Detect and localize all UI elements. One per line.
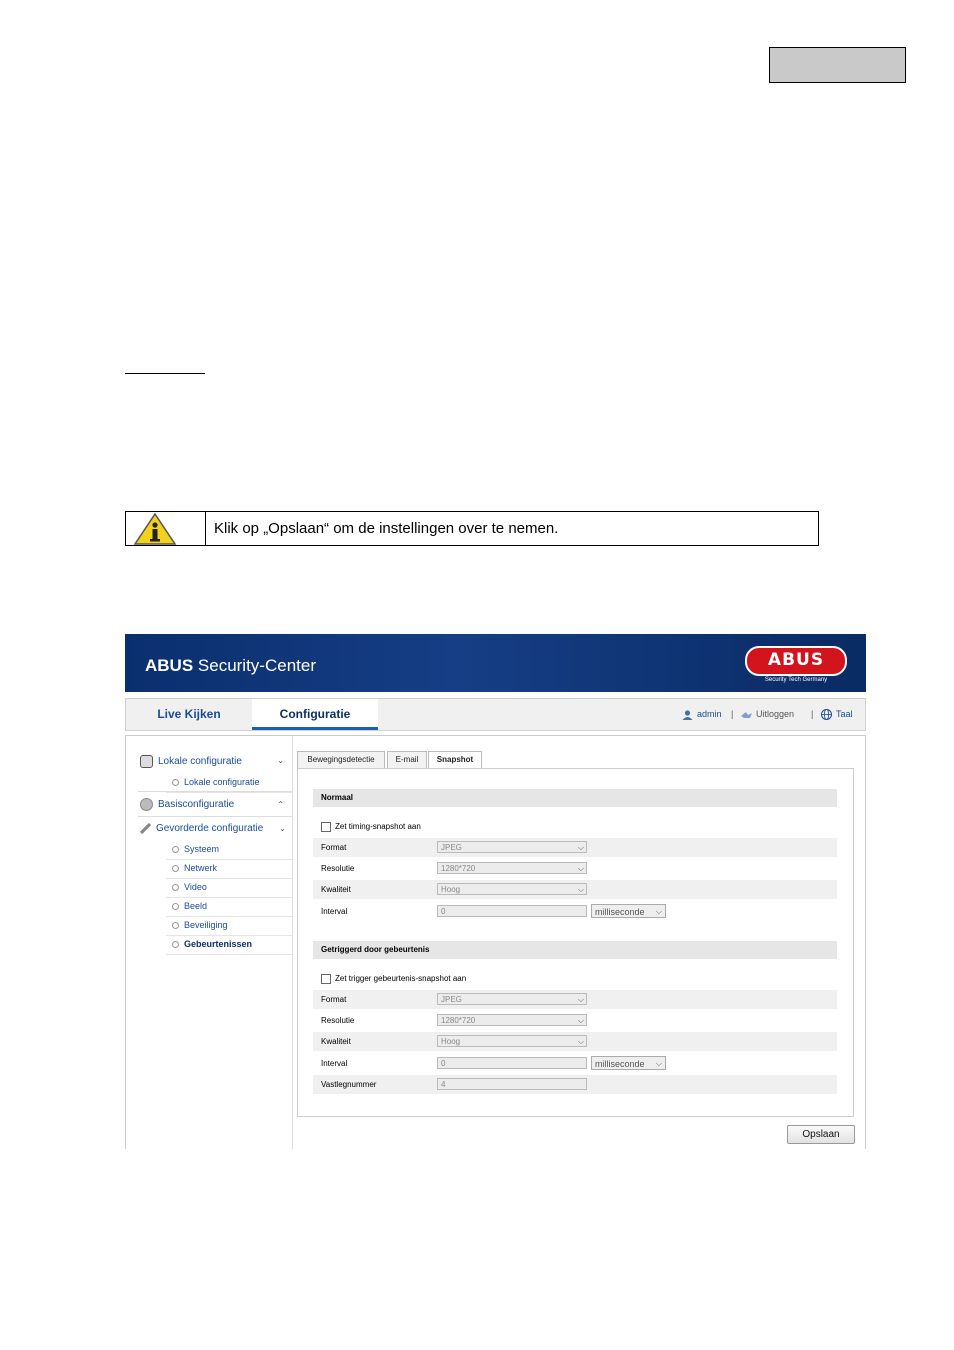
row-quality <box>313 1032 837 1051</box>
section-heading-triggered: Getriggerd door gebeurtenis <box>313 941 837 959</box>
bullet-icon <box>172 884 179 891</box>
info-note <box>125 511 819 546</box>
snapshot-panel <box>297 768 854 1117</box>
logout-icon <box>741 710 752 720</box>
bullet-icon <box>172 779 179 786</box>
tab-snapshot[interactable]: Snapshot <box>428 751 482 769</box>
language-link[interactable]: Taal <box>821 699 853 730</box>
tab-configuration[interactable]: Configuratie <box>252 699 378 730</box>
info-text: Klik op „Opslaan“ om de instellingen over te nemen. <box>214 520 559 537</box>
chevron-up-icon[interactable]: ⌃ <box>277 800 284 809</box>
field-label: Format <box>321 995 347 1004</box>
row-quality <box>313 880 837 899</box>
row-timing-snapshot <box>313 817 837 836</box>
capture-number-input[interactable]: 4 <box>437 1078 587 1090</box>
bullet-icon <box>172 865 179 872</box>
chevron-down-icon: ⌵ <box>577 843 584 852</box>
field-label: Interval <box>321 1059 348 1068</box>
row-resolution <box>313 859 837 878</box>
checkbox-label: Zet trigger gebeurtenis-snapshot aan <box>335 974 467 983</box>
content-frame <box>125 735 866 1149</box>
sidebar-item-system[interactable]: Systeem <box>166 840 292 860</box>
tab-email[interactable]: E-mail <box>387 751 427 769</box>
underline-rule <box>125 373 205 374</box>
user-link[interactable]: admin <box>682 699 722 730</box>
divider <box>138 791 292 792</box>
format-select[interactable]: JPEG ⌵ <box>437 841 587 853</box>
tab-motion-detection[interactable]: Bewegingsdetectie <box>297 751 385 769</box>
field-label: Interval <box>321 907 348 916</box>
bullet-icon <box>172 941 179 948</box>
web-ui-screenshot <box>125 634 866 1148</box>
chevron-down-icon: ⌵ <box>655 1059 662 1068</box>
sidebar-item-local-config[interactable]: Lokale configuratie <box>166 773 292 793</box>
field-label: Kwaliteit <box>321 1037 351 1046</box>
sidebar-group-advanced[interactable]: Gevorderde configuratie <box>140 823 263 834</box>
interval-input[interactable]: 0 <box>437 905 587 917</box>
separator: | <box>731 709 734 719</box>
interval-unit-select[interactable]: milliseconde ⌵ <box>591 904 666 918</box>
sidebar-item-video[interactable]: Video <box>166 878 292 898</box>
resolution-select[interactable]: 1280*720 ⌵ <box>437 862 587 874</box>
quality-select[interactable]: Hoog ⌵ <box>437 883 587 895</box>
format-select[interactable]: JPEG ⌵ <box>437 993 587 1005</box>
chevron-down-icon: ⌵ <box>577 995 584 1004</box>
bullet-icon <box>172 903 179 910</box>
user-icon <box>682 710 693 720</box>
field-label: Resolutie <box>321 1016 355 1025</box>
row-trigger-snapshot <box>313 969 837 988</box>
sidebar-item-image[interactable]: Beeld <box>166 897 292 917</box>
chevron-down-icon: ⌵ <box>655 907 662 916</box>
header-box <box>769 47 906 83</box>
field-label: Kwaliteit <box>321 885 351 894</box>
chevron-down-icon: ⌵ <box>577 1016 584 1025</box>
logout-link[interactable]: Uitloggen <box>741 699 794 730</box>
separator: | <box>811 709 814 719</box>
interval-input[interactable]: 0 <box>437 1057 587 1069</box>
globe-icon <box>821 709 832 720</box>
chevron-down-icon: ⌵ <box>577 864 584 873</box>
row-resolution <box>313 1011 837 1030</box>
interval-unit-select[interactable]: milliseconde ⌵ <box>591 1056 666 1070</box>
app-title: ABUS Security-Center <box>145 656 316 675</box>
abus-logo: ABUS Security Tech Germany <box>745 646 847 674</box>
row-format <box>313 838 837 857</box>
field-label: Resolutie <box>321 864 355 873</box>
wrench-icon <box>140 823 151 834</box>
chevron-down-icon: ⌵ <box>577 885 584 894</box>
info-icon-cell <box>126 512 206 545</box>
divider <box>138 816 292 817</box>
sidebar-group-basic[interactable]: Basisconfiguratie <box>140 798 234 811</box>
chevron-down-icon[interactable]: ⌄ <box>279 824 286 833</box>
row-interval <box>313 1054 837 1073</box>
row-capture-number <box>313 1075 837 1094</box>
sidebar <box>126 736 293 1149</box>
row-format <box>313 990 837 1009</box>
tab-live-view[interactable]: Live Kijken <box>157 707 221 721</box>
sidebar-item-security[interactable]: Beveiliging <box>166 916 292 936</box>
main-nav <box>125 698 866 731</box>
warning-info-icon <box>133 512 177 545</box>
bullet-icon <box>172 846 179 853</box>
resolution-select[interactable]: 1280*720 ⌵ <box>437 1014 587 1026</box>
chevron-down-icon: ⌵ <box>577 1037 584 1046</box>
monitor-icon <box>140 755 153 768</box>
chevron-down-icon[interactable]: ⌄ <box>277 756 284 765</box>
sidebar-item-network[interactable]: Netwerk <box>166 859 292 879</box>
save-button[interactable]: Opslaan <box>787 1125 855 1144</box>
field-label: Vastlegnummer <box>321 1080 377 1089</box>
bullet-icon <box>172 922 179 929</box>
trigger-snapshot-checkbox[interactable] <box>321 974 331 984</box>
sidebar-item-events[interactable]: Gebeurtenissen <box>166 935 292 955</box>
field-label: Format <box>321 843 347 852</box>
timing-snapshot-checkbox[interactable] <box>321 822 331 832</box>
section-heading-normal: Normaal <box>313 789 837 807</box>
gear-icon <box>140 798 153 811</box>
row-interval <box>313 902 837 921</box>
sidebar-group-local[interactable]: Lokale configuratie <box>140 755 242 768</box>
quality-select[interactable]: Hoog ⌵ <box>437 1035 587 1047</box>
checkbox-label: Zet timing-snapshot aan <box>335 822 421 831</box>
top-banner <box>125 634 866 692</box>
